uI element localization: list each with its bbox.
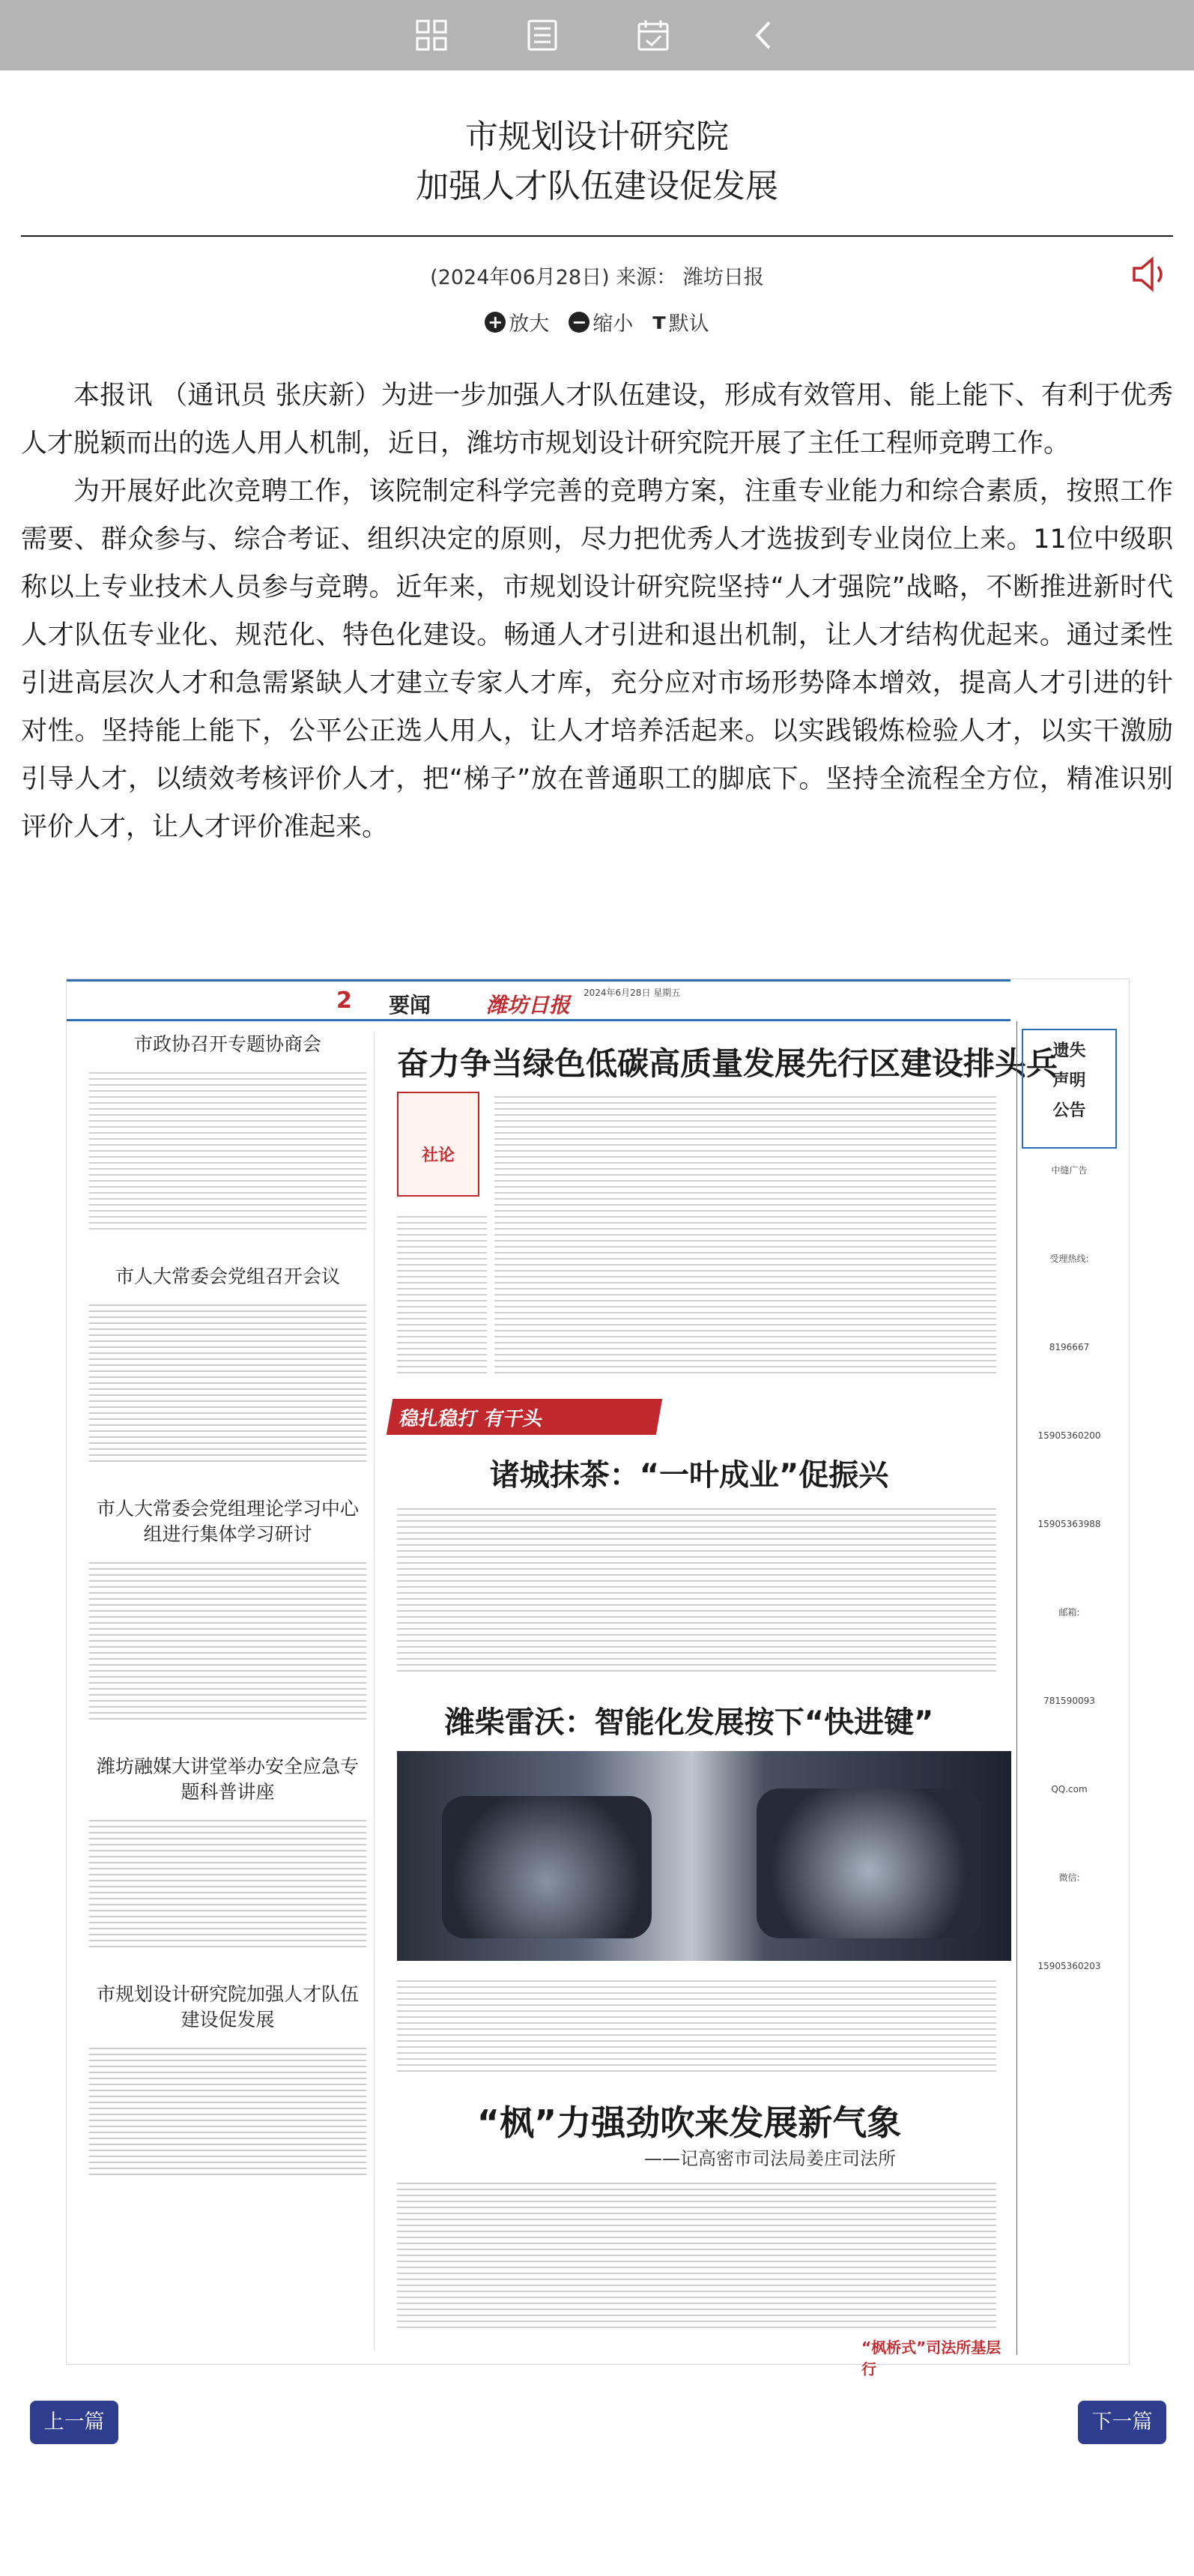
newspaper-right-column	[1016, 1021, 1121, 2355]
editorial-tag: 社论	[397, 1092, 479, 1197]
ad-line: 受理热线:	[1049, 1254, 1089, 1264]
ad-line: 中缝广告	[1051, 1165, 1088, 1176]
next-article-button[interactable]: 下一篇	[1078, 2401, 1166, 2444]
prev-article-button[interactable]: 上一篇	[30, 2401, 118, 2444]
newspaper-main-column	[374, 1032, 1058, 2378]
text-block	[89, 1300, 366, 1465]
default-size-button[interactable]	[652, 307, 709, 336]
left-headline[interactable]: 市政协召开专题协商会	[133, 1033, 321, 1055]
default-label: 默认	[668, 312, 709, 336]
minus-icon: −	[569, 312, 590, 333]
column-banner: 稳扎稳打 有干头	[387, 1399, 662, 1435]
text-block	[89, 1815, 366, 1950]
main-headline[interactable]: 奋力争当绿色低碳高质量发展先行区建设排头兵	[397, 1045, 1058, 1082]
text-block	[397, 1504, 996, 1676]
article-paragraph-2: 为开展好此次竞聘工作，该院制定科学完善的竞聘方案，注重专业能力和综合素质，按照工作需要、群众参与、综合考证、组织决定的原则，尽力把优秀人才选拔到专业岗位上来。11位中级职称以上专业技术人员参与竞聘。近年来，市规划设计研究院坚持“人才强院”战略，不断推进新时代人才队伍专业化、规范化、特色化建设。畅通人才引进和退出机制，让人才结构优起来。通过柔性引进高层次人才和急需紧缺人才建立专家人才库，充分应对市场形势降本增效，提高人才引进的针对性。坚持能上能下，公平公正选人用人，让人才培养活起来。以实践锻炼检验人才，以实干激励引导人才，以绩效考核评价人才，把“梯子”放在普通职工的脚底下。坚持全流程全方位，精准识别评价人才，让人才评价准起来。	[21, 477, 1173, 842]
text-block	[397, 1212, 487, 1376]
newspaper-header	[67, 979, 1010, 1021]
shrink-label: 缩小	[593, 312, 634, 336]
text-block	[89, 1558, 366, 1723]
newspaper-left-column	[89, 1032, 366, 2350]
text-block	[397, 1976, 996, 2073]
ad-line: 微信:	[1058, 1872, 1080, 1883]
title-divider	[21, 235, 1173, 237]
big-subline: ——记高密市司法局姜庄司法所	[644, 2148, 896, 2169]
red-column-tag: “枫桥式”司法所基层行	[861, 2338, 1001, 2378]
title-line-1: 市规划设计研究院	[465, 118, 729, 156]
left-headline[interactable]: 潍坊融媒大讲堂举办安全应急专题科普讲座	[96, 1756, 359, 1803]
newspaper-page-number: 2	[336, 988, 352, 1014]
newspaper-page-image[interactable]	[66, 979, 1130, 2378]
text-block	[89, 2043, 366, 2178]
ad-line: 781590093	[1043, 1696, 1095, 1706]
enlarge-button[interactable]	[485, 307, 549, 336]
title-line-2: 加强人才队伍建设促发展	[416, 167, 778, 205]
font-size-controls	[0, 307, 1194, 336]
shrink-button[interactable]	[569, 307, 633, 336]
plus-icon: +	[485, 312, 506, 333]
text-block	[397, 2178, 996, 2328]
top-toolbar	[0, 0, 1194, 70]
notice-line: 声明	[1052, 1071, 1086, 1090]
newspaper-date: 2024年6月28日 星期五	[584, 988, 681, 998]
back-arrow-icon[interactable]	[742, 13, 787, 58]
notice-box	[1022, 1029, 1117, 1149]
ad-line: 15905360200	[1037, 1430, 1101, 1441]
grid-icon[interactable]	[409, 13, 454, 58]
sub-headline-1[interactable]: 诸城抹茶：“一叶成业”促振兴	[489, 1458, 889, 1493]
newspaper-section: 要闻	[389, 993, 431, 1018]
enlarge-label: 放大	[509, 312, 550, 336]
tractor-photo	[397, 1751, 1011, 1961]
classified-ad	[1022, 1164, 1117, 1973]
ad-line: 邮箱:	[1058, 1607, 1080, 1618]
text-block	[494, 1092, 996, 1376]
ad-line: 15905360203	[1037, 1961, 1101, 1971]
newspaper-brand: 潍坊日报	[486, 993, 571, 1018]
text-size-icon: т	[652, 309, 666, 335]
source-line: (2024年06月28日) 来源： 潍坊日报	[430, 266, 764, 289]
left-headline[interactable]: 市人大常委会党组理论学习中心组进行集体学习研讨	[96, 1498, 359, 1545]
left-headline[interactable]: 市规划设计研究院加强人才队伍建设促发展	[96, 1983, 359, 2031]
ad-line: 15905363988	[1037, 1519, 1101, 1529]
article-body	[21, 372, 1173, 851]
sub-headline-2[interactable]: 潍柴雷沃：智能化发展按下“快进键”	[444, 1705, 934, 1740]
list-icon[interactable]	[520, 13, 565, 58]
left-headline[interactable]: 市人大常委会党组召开会议	[115, 1266, 340, 1287]
big-headline[interactable]: “枫”力强劲吹来发展新气象	[476, 2102, 902, 2143]
ad-line: QQ.com	[1051, 1784, 1088, 1795]
text-block	[89, 1068, 366, 1233]
article-paragraph-1: 本报讯 （通讯员 张庆新）为进一步加强人才队伍建设，形成有效管用、能上能下、有利于优秀人才脱颖而出的选人用人机制，近日，潍坊市规划设计研究院开展了主任工程师竞聘工作。	[21, 381, 1173, 459]
notice-line: 公告	[1052, 1101, 1086, 1120]
calendar-check-icon[interactable]	[631, 13, 676, 58]
speaker-icon[interactable]	[1128, 253, 1170, 295]
ad-line: 8196667	[1049, 1342, 1090, 1352]
article-title	[0, 112, 1194, 211]
notice-line: 遗失	[1052, 1041, 1086, 1060]
